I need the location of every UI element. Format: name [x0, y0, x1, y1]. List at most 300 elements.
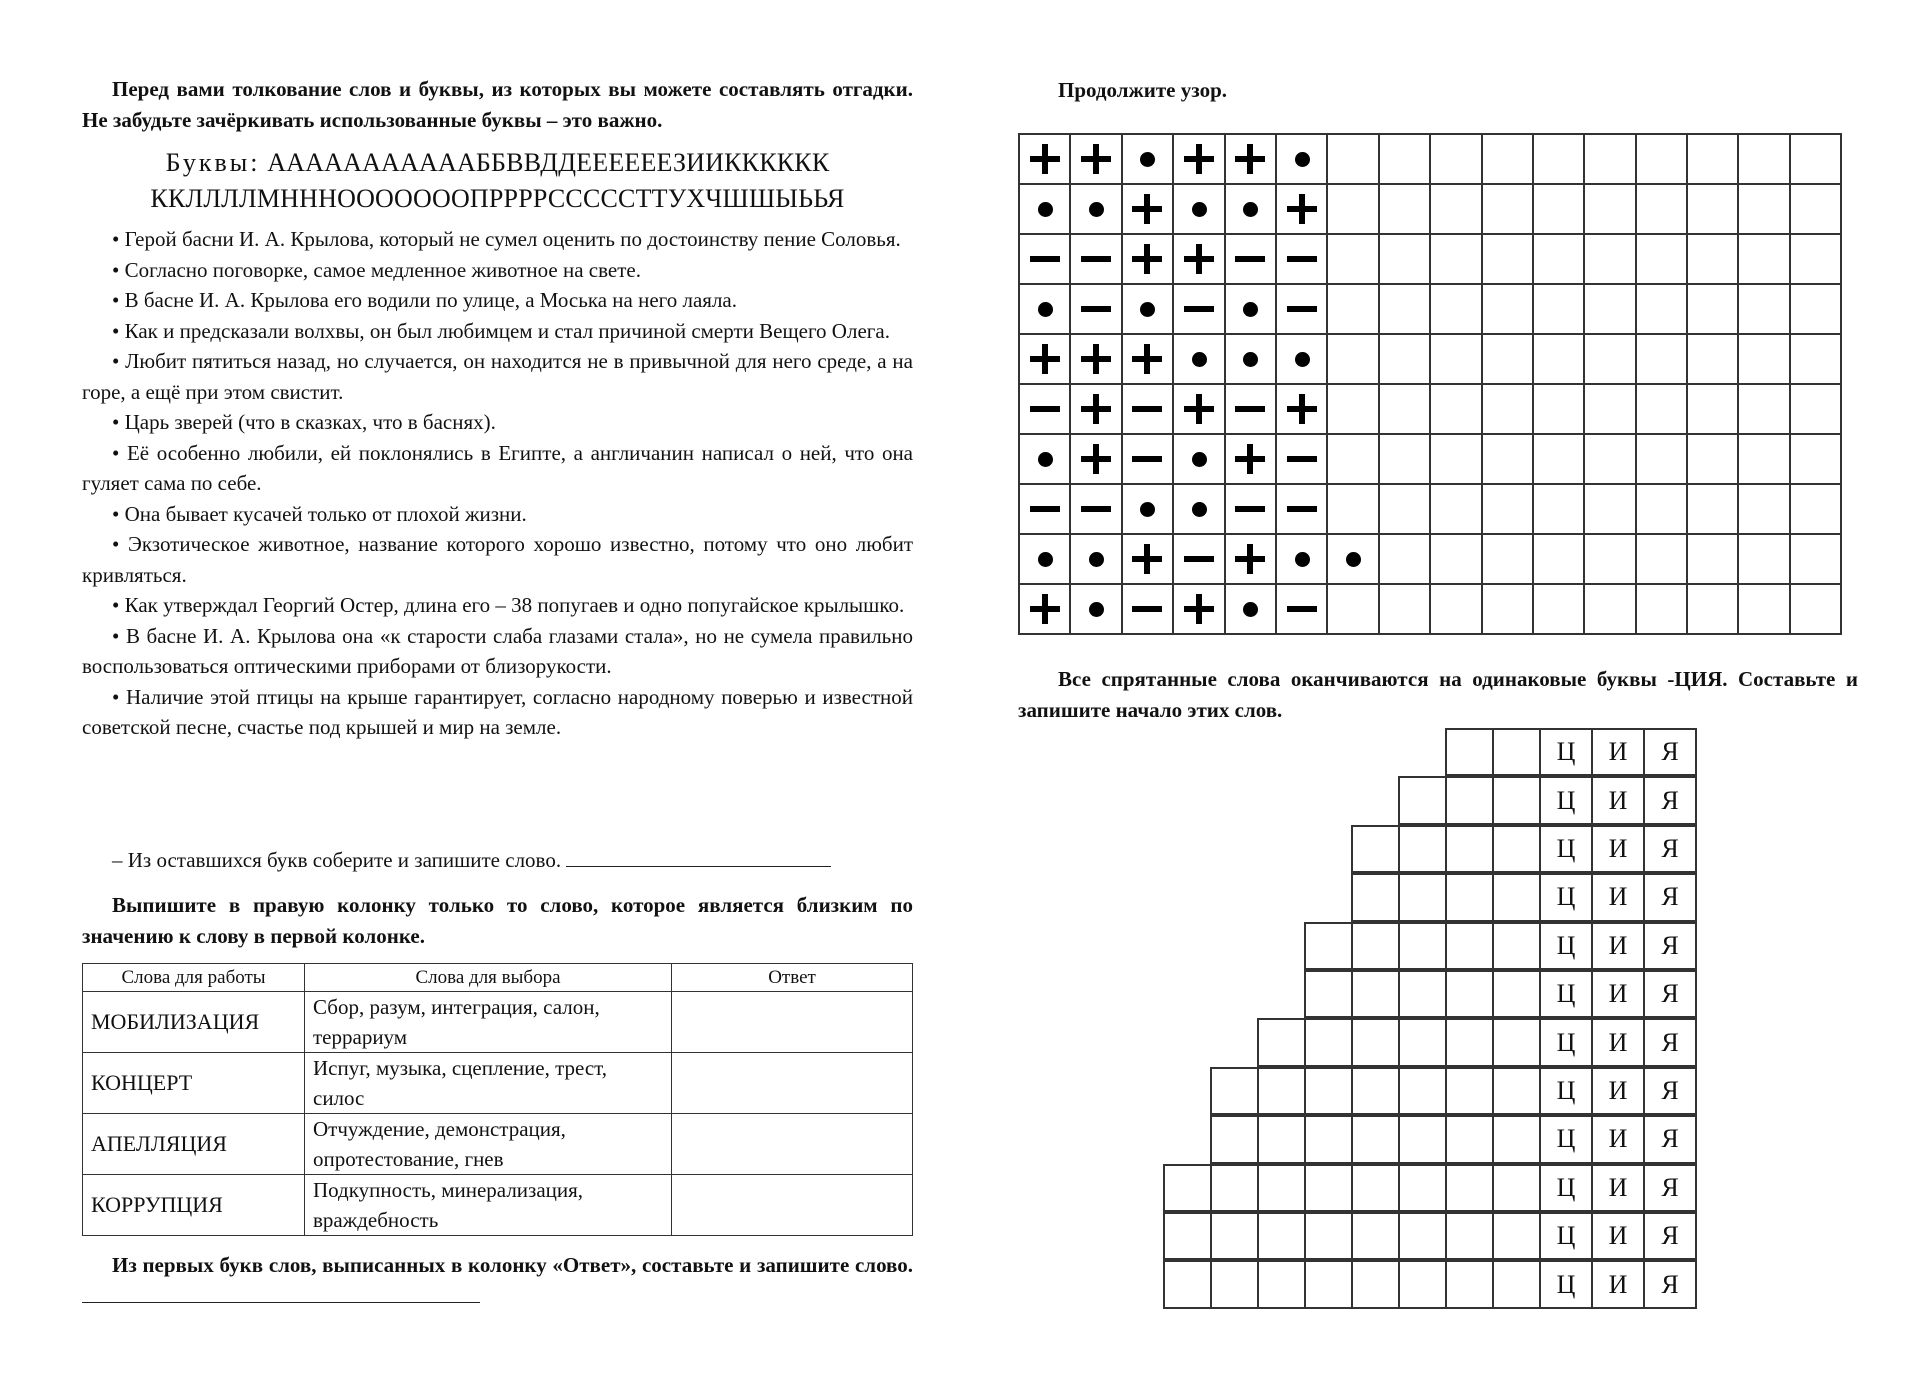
- letter-input-cell[interactable]: [1445, 1018, 1494, 1066]
- dot-icon: [1184, 344, 1214, 374]
- letter-input-cell[interactable]: [1351, 873, 1400, 921]
- suffix-letter-cell: Ц: [1539, 1067, 1593, 1115]
- pattern-cell-filled: [1070, 284, 1121, 334]
- pattern-cell-empty[interactable]: [1533, 484, 1584, 534]
- answer-blank-remaining-word[interactable]: [566, 865, 831, 867]
- pattern-cell-filled: [1276, 434, 1327, 484]
- letter-input-cell[interactable]: [1210, 1212, 1259, 1260]
- letter-input-cell[interactable]: [1445, 873, 1494, 921]
- minus-icon: [1235, 244, 1265, 274]
- pattern-cell-empty[interactable]: [1687, 534, 1738, 584]
- pattern-cell-empty[interactable]: [1738, 284, 1789, 334]
- plus-icon: [1235, 144, 1265, 174]
- pattern-cell-empty[interactable]: [1687, 484, 1738, 534]
- staircase-row: [1165, 1212, 1697, 1260]
- suffix-letter-cell: Ц: [1539, 1115, 1593, 1163]
- pattern-cell-empty[interactable]: [1687, 584, 1738, 634]
- plus-icon: [1132, 544, 1162, 574]
- letter-input-cell[interactable]: [1445, 922, 1494, 970]
- letter-input-cell[interactable]: [1210, 1115, 1259, 1163]
- pattern-cell-empty[interactable]: [1584, 284, 1635, 334]
- clue-item: • Царь зверей (что в сказках, что в баснях).: [112, 410, 496, 434]
- suffix-letter-cell: И: [1591, 873, 1645, 921]
- suffix-letter-cell: Ц: [1539, 1260, 1593, 1308]
- letter-input-cell[interactable]: [1257, 1212, 1306, 1260]
- table-row: [83, 1053, 913, 1114]
- pattern-cell-empty[interactable]: [1687, 334, 1738, 384]
- clue-item: • Герой басни И. А. Крылова, который не сумел оценить по достоинству пение Соловья.: [112, 227, 901, 251]
- letter-input-cell[interactable]: [1351, 1067, 1400, 1115]
- letter-input-cell[interactable]: [1398, 1115, 1447, 1163]
- suffix-letter-cell: Ц: [1539, 873, 1593, 921]
- pattern-cell-filled: [1173, 384, 1224, 434]
- suffix-letter-cell: Ц: [1539, 922, 1593, 970]
- suffix-letter-cell: Я: [1643, 970, 1697, 1018]
- pattern-cell-empty[interactable]: [1738, 434, 1789, 484]
- letter-input-cell[interactable]: [1398, 1018, 1447, 1066]
- staircase-row: [1306, 922, 1697, 970]
- suffix-letter-cell: Ц: [1539, 776, 1593, 824]
- letter-input-cell[interactable]: [1398, 1164, 1447, 1212]
- pattern-cell-empty[interactable]: [1636, 384, 1687, 434]
- pattern-cell-empty[interactable]: [1482, 284, 1533, 334]
- pattern-cell-filled: [1225, 184, 1276, 234]
- pattern-cell-empty[interactable]: [1738, 134, 1789, 184]
- suffix-letter-cell: Ц: [1539, 1212, 1593, 1260]
- pattern-cell-filled: [1276, 184, 1327, 234]
- letter-input-cell[interactable]: [1351, 922, 1400, 970]
- pattern-cell-empty[interactable]: [1738, 584, 1789, 634]
- pattern-cell-filled: [1225, 134, 1276, 184]
- table-header-row: [83, 964, 913, 992]
- pattern-cell-filled: [1173, 134, 1224, 184]
- letters-line-2: ККЛЛЛЛМНННОООООООПРРРРСССССТТУХЧШШЫЬЬЯ: [150, 184, 845, 213]
- pattern-cell-empty[interactable]: [1327, 234, 1378, 284]
- letter-input-cell[interactable]: [1304, 1212, 1353, 1260]
- pattern-title: Продолжите узор.: [1058, 78, 1227, 102]
- letter-input-cell[interactable]: [1445, 1164, 1494, 1212]
- staircase-row: [1165, 1260, 1697, 1308]
- pattern-cell-empty[interactable]: [1636, 334, 1687, 384]
- answer-blank-final-word[interactable]: [82, 1301, 480, 1303]
- pattern-cell-filled: [1122, 584, 1173, 634]
- pattern-cell-filled: [1276, 584, 1327, 634]
- answer-cell[interactable]: [672, 1175, 913, 1236]
- pattern-row: [1019, 184, 1841, 234]
- pattern-cell-empty[interactable]: [1636, 284, 1687, 334]
- plus-icon: [1287, 394, 1317, 424]
- table-row: [83, 1175, 913, 1236]
- pattern-cell-empty[interactable]: [1379, 234, 1430, 284]
- pattern-cell-empty[interactable]: [1533, 534, 1584, 584]
- dot-icon: [1132, 294, 1162, 324]
- pattern-cell-empty[interactable]: [1790, 384, 1841, 434]
- plus-icon: [1081, 344, 1111, 374]
- letter-input-cell[interactable]: [1492, 728, 1541, 776]
- letter-input-cell[interactable]: [1492, 825, 1541, 873]
- suffix-letter-cell: Ц: [1539, 1164, 1593, 1212]
- pattern-cell-empty[interactable]: [1327, 384, 1378, 434]
- plus-icon: [1184, 594, 1214, 624]
- letter-input-cell[interactable]: [1304, 1115, 1353, 1163]
- letter-input-cell[interactable]: [1163, 1260, 1212, 1308]
- pattern-cell-filled: [1019, 434, 1070, 484]
- letter-input-cell[interactable]: [1398, 825, 1447, 873]
- letter-input-cell[interactable]: [1163, 1212, 1212, 1260]
- letter-input-cell[interactable]: [1351, 1260, 1400, 1308]
- final-task: [82, 1250, 913, 1311]
- minus-icon: [1132, 444, 1162, 474]
- letter-input-cell[interactable]: [1398, 873, 1447, 921]
- pattern-cell-empty[interactable]: [1327, 284, 1378, 334]
- suffix-letter-cell: И: [1591, 1115, 1645, 1163]
- letter-input-cell[interactable]: [1257, 1260, 1306, 1308]
- minus-icon: [1287, 494, 1317, 524]
- pattern-cell-empty[interactable]: [1790, 534, 1841, 584]
- letter-input-cell[interactable]: [1210, 1067, 1259, 1115]
- intro-instructions: Перед вами толкование слов и буквы, из которых вы можете составлять отгадки. Не забудьте зачёркивать использованные буквы – это важно.: [82, 77, 913, 132]
- pattern-cell-empty[interactable]: [1327, 134, 1378, 184]
- staircase-row: [1400, 776, 1697, 824]
- pattern-grid: [1018, 133, 1842, 635]
- pattern-cell-empty[interactable]: [1482, 484, 1533, 534]
- pattern-cell-empty[interactable]: [1636, 584, 1687, 634]
- pattern-cell-empty[interactable]: [1584, 534, 1635, 584]
- pattern-cell-empty[interactable]: [1584, 384, 1635, 434]
- pattern-cell-filled: [1276, 334, 1327, 384]
- answer-cell[interactable]: [672, 1053, 913, 1114]
- letter-input-cell[interactable]: [1163, 1164, 1212, 1212]
- pattern-cell-empty[interactable]: [1790, 434, 1841, 484]
- pattern-cell-empty[interactable]: [1687, 434, 1738, 484]
- plus-icon: [1184, 144, 1214, 174]
- clue-item: • Её особенно любили, ей поклонялись в Египте, а англичанин написал о ней, что она гуляет сама по себе.: [82, 440, 913, 495]
- pattern-cell-empty[interactable]: [1430, 234, 1481, 284]
- plus-icon: [1030, 344, 1060, 374]
- letter-input-cell[interactable]: [1351, 825, 1400, 873]
- suffix-letter-cell: И: [1591, 1067, 1645, 1115]
- letter-input-cell[interactable]: [1492, 1018, 1541, 1066]
- pattern-cell-filled: [1276, 134, 1327, 184]
- work-word: АПЕЛЛЯЦИЯ: [83, 1114, 305, 1175]
- pattern-cell-filled: [1019, 384, 1070, 434]
- suffix-letter-cell: Ц: [1539, 1018, 1593, 1066]
- pattern-cell-empty[interactable]: [1790, 484, 1841, 534]
- letter-input-cell[interactable]: [1351, 1164, 1400, 1212]
- pattern-cell-empty[interactable]: [1482, 234, 1533, 284]
- letter-input-cell[interactable]: [1492, 1067, 1541, 1115]
- pattern-cell-empty[interactable]: [1482, 184, 1533, 234]
- letter-input-cell[interactable]: [1445, 1212, 1494, 1260]
- header-answer: Ответ: [672, 964, 913, 992]
- letter-input-cell[interactable]: [1351, 1018, 1400, 1066]
- pattern-cell-empty[interactable]: [1379, 284, 1430, 334]
- letter-input-cell[interactable]: [1257, 1067, 1306, 1115]
- pattern-cell-filled: [1225, 534, 1276, 584]
- pattern-cell-empty[interactable]: [1687, 284, 1738, 334]
- letter-input-cell[interactable]: [1492, 1212, 1541, 1260]
- letter-input-cell[interactable]: [1445, 1115, 1494, 1163]
- pattern-cell-empty[interactable]: [1430, 284, 1481, 334]
- dot-icon: [1184, 444, 1214, 474]
- letter-input-cell[interactable]: [1257, 1018, 1306, 1066]
- letter-input-cell[interactable]: [1492, 922, 1541, 970]
- pattern-cell-empty[interactable]: [1738, 184, 1789, 234]
- pattern-cell-empty[interactable]: [1533, 134, 1584, 184]
- suffix-letter-cell: Я: [1643, 825, 1697, 873]
- pattern-cell-filled: [1122, 384, 1173, 434]
- pattern-cell-empty[interactable]: [1482, 384, 1533, 434]
- suffix-letter-cell: И: [1591, 728, 1645, 776]
- pattern-cell-empty[interactable]: [1738, 384, 1789, 434]
- pattern-cell-empty[interactable]: [1584, 434, 1635, 484]
- pattern-cell-empty[interactable]: [1482, 584, 1533, 634]
- pattern-cell-filled: [1070, 334, 1121, 384]
- pattern-cell-empty[interactable]: [1379, 584, 1430, 634]
- pattern-cell-empty[interactable]: [1584, 234, 1635, 284]
- pattern-cell-filled: [1173, 484, 1224, 534]
- clue-item: • Согласно поговорке, самое медленное животное на свете.: [112, 257, 641, 282]
- pattern-cell-empty[interactable]: [1687, 184, 1738, 234]
- pattern-cell-empty[interactable]: [1687, 234, 1738, 284]
- work-word: МОБИЛИЗАЦИЯ: [83, 992, 305, 1053]
- pattern-cell-empty[interactable]: [1533, 184, 1584, 234]
- choice-words: Испуг, музыка, сцепление, трест, силос: [305, 1053, 672, 1114]
- suffix-letter-cell: Ц: [1539, 970, 1593, 1018]
- pattern-cell-empty[interactable]: [1790, 234, 1841, 284]
- pattern-row: [1019, 234, 1841, 284]
- pattern-cell-filled: [1122, 234, 1173, 284]
- letter-input-cell[interactable]: [1351, 970, 1400, 1018]
- pattern-cell-empty[interactable]: [1636, 234, 1687, 284]
- pattern-cell-filled: [1276, 534, 1327, 584]
- letter-input-cell[interactable]: [1492, 970, 1541, 1018]
- letter-input-cell[interactable]: [1304, 1164, 1353, 1212]
- pattern-cell-filled: [1019, 234, 1070, 284]
- plus-icon: [1235, 444, 1265, 474]
- pattern-cell-empty[interactable]: [1687, 384, 1738, 434]
- letter-input-cell[interactable]: [1304, 1260, 1353, 1308]
- pattern-cell-empty[interactable]: [1482, 134, 1533, 184]
- letter-input-cell[interactable]: [1398, 776, 1447, 824]
- suffix-letter-cell: И: [1591, 1260, 1645, 1308]
- pattern-cell-empty[interactable]: [1533, 434, 1584, 484]
- letter-input-cell[interactable]: [1257, 1164, 1306, 1212]
- minus-icon: [1287, 594, 1317, 624]
- pattern-cell-empty[interactable]: [1430, 334, 1481, 384]
- pattern-cell-empty[interactable]: [1379, 534, 1430, 584]
- pattern-cell-empty[interactable]: [1584, 184, 1635, 234]
- suffix-letter-cell: И: [1591, 825, 1645, 873]
- pattern-cell-empty[interactable]: [1636, 134, 1687, 184]
- pattern-cell-empty[interactable]: [1379, 334, 1430, 384]
- letter-input-cell[interactable]: [1445, 776, 1494, 824]
- pattern-cell-empty[interactable]: [1738, 334, 1789, 384]
- letter-input-cell[interactable]: [1445, 970, 1494, 1018]
- answer-cell[interactable]: [672, 992, 913, 1053]
- staircase-row: [1353, 825, 1697, 873]
- suffix-letter-cell: Я: [1643, 728, 1697, 776]
- suffix-letter-cell: И: [1591, 776, 1645, 824]
- table-task-instructions: Выпишите в правую колонку только то слово, которое является близким по значению к слову в первой колонке.: [82, 893, 913, 948]
- letter-input-cell[interactable]: [1398, 1260, 1447, 1308]
- pattern-cell-empty[interactable]: [1379, 484, 1430, 534]
- pattern-cell-empty[interactable]: [1327, 334, 1378, 384]
- staircase-row: [1353, 873, 1697, 921]
- letter-input-cell[interactable]: [1445, 825, 1494, 873]
- dot-icon: [1287, 544, 1317, 574]
- suffix-letter-cell: Я: [1643, 922, 1697, 970]
- pattern-cell-empty[interactable]: [1379, 384, 1430, 434]
- pattern-cell-filled: [1276, 234, 1327, 284]
- table-row: [83, 992, 913, 1053]
- pattern-cell-filled: [1122, 184, 1173, 234]
- answer-cell[interactable]: [672, 1114, 913, 1175]
- dot-icon: [1081, 544, 1111, 574]
- pattern-cell-empty[interactable]: [1584, 584, 1635, 634]
- pattern-cell-empty[interactable]: [1430, 584, 1481, 634]
- letter-input-cell[interactable]: [1398, 922, 1447, 970]
- pattern-cell-empty[interactable]: [1790, 284, 1841, 334]
- letter-input-cell[interactable]: [1257, 1115, 1306, 1163]
- pattern-cell-empty[interactable]: [1584, 134, 1635, 184]
- pattern-cell-empty[interactable]: [1636, 184, 1687, 234]
- pattern-cell-empty[interactable]: [1430, 534, 1481, 584]
- letter-input-cell[interactable]: [1304, 1018, 1353, 1066]
- pattern-cell-empty[interactable]: [1430, 184, 1481, 234]
- pattern-cell-filled: [1225, 334, 1276, 384]
- remaining-prompt-text: – Из оставшихся букв соберите и запишите слово.: [112, 848, 562, 872]
- pattern-cell-filled: [1070, 384, 1121, 434]
- dot-icon: [1184, 194, 1214, 224]
- pattern-cell-empty[interactable]: [1533, 334, 1584, 384]
- letter-input-cell[interactable]: [1304, 1067, 1353, 1115]
- pattern-cell-empty[interactable]: [1738, 534, 1789, 584]
- dot-icon: [1132, 494, 1162, 524]
- minus-icon: [1081, 294, 1111, 324]
- dot-icon: [1132, 144, 1162, 174]
- pattern-cell-filled: [1122, 334, 1173, 384]
- letter-input-cell[interactable]: [1445, 728, 1494, 776]
- letter-input-cell[interactable]: [1398, 1067, 1447, 1115]
- staircase-row: [1306, 970, 1697, 1018]
- minus-icon: [1235, 394, 1265, 424]
- minus-icon: [1081, 244, 1111, 274]
- letter-input-cell[interactable]: [1210, 1164, 1259, 1212]
- pattern-cell-empty[interactable]: [1379, 184, 1430, 234]
- pattern-cell-empty[interactable]: [1430, 434, 1481, 484]
- pattern-cell-empty[interactable]: [1790, 184, 1841, 234]
- pattern-cell-empty[interactable]: [1327, 584, 1378, 634]
- letter-input-cell[interactable]: [1351, 1115, 1400, 1163]
- letter-input-cell[interactable]: [1351, 1212, 1400, 1260]
- pattern-cell-empty[interactable]: [1790, 334, 1841, 384]
- pattern-cell-empty[interactable]: [1533, 384, 1584, 434]
- pattern-cell-empty[interactable]: [1482, 334, 1533, 384]
- work-word: КОНЦЕРТ: [83, 1053, 305, 1114]
- letter-input-cell[interactable]: [1445, 1067, 1494, 1115]
- pattern-cell-empty[interactable]: [1379, 434, 1430, 484]
- plus-icon: [1030, 144, 1060, 174]
- minus-icon: [1132, 394, 1162, 424]
- pattern-row: [1019, 534, 1841, 584]
- minus-icon: [1030, 244, 1060, 274]
- plus-icon: [1184, 244, 1214, 274]
- dot-icon: [1184, 494, 1214, 524]
- pattern-cell-empty[interactable]: [1327, 434, 1378, 484]
- choice-words: Отчуждение, демонстрация, опротестование, гнев: [305, 1114, 672, 1175]
- pattern-cell-filled: [1225, 284, 1276, 334]
- dot-icon: [1030, 194, 1060, 224]
- suffix-letter-cell: Ц: [1539, 728, 1593, 776]
- pattern-cell-empty[interactable]: [1636, 434, 1687, 484]
- letter-input-cell[interactable]: [1492, 1260, 1541, 1308]
- pattern-cell-empty[interactable]: [1327, 184, 1378, 234]
- suffix-letter-cell: Я: [1643, 873, 1697, 921]
- minus-icon: [1132, 594, 1162, 624]
- pattern-cell-empty[interactable]: [1584, 334, 1635, 384]
- pattern-row: [1019, 334, 1841, 384]
- pattern-cell-empty[interactable]: [1430, 384, 1481, 434]
- letter-input-cell[interactable]: [1304, 922, 1353, 970]
- pattern-cell-filled: [1173, 234, 1224, 284]
- letter-input-cell[interactable]: [1492, 1115, 1541, 1163]
- pattern-cell-empty[interactable]: [1533, 234, 1584, 284]
- pattern-cell-empty[interactable]: [1584, 484, 1635, 534]
- pattern-cell-empty[interactable]: [1533, 284, 1584, 334]
- plus-icon: [1287, 194, 1317, 224]
- clue-item: • Наличие этой птицы на крыше гарантирует, согласно народному поверью и известной советской песне, счастье под крышей и мир на земле.: [82, 684, 913, 739]
- pattern-cell-empty[interactable]: [1687, 134, 1738, 184]
- letter-input-cell[interactable]: [1398, 1212, 1447, 1260]
- pattern-cell-empty[interactable]: [1533, 584, 1584, 634]
- letter-input-cell[interactable]: [1492, 776, 1541, 824]
- letter-input-cell[interactable]: [1304, 970, 1353, 1018]
- pattern-cell-filled: [1070, 184, 1121, 234]
- pattern-cell-empty[interactable]: [1738, 484, 1789, 534]
- pattern-row: [1019, 384, 1841, 434]
- minus-icon: [1030, 394, 1060, 424]
- pattern-cell-filled: [1070, 534, 1121, 584]
- pattern-cell-empty[interactable]: [1790, 584, 1841, 634]
- dot-icon: [1235, 294, 1265, 324]
- pattern-cell-empty[interactable]: [1482, 434, 1533, 484]
- letter-input-cell[interactable]: [1398, 970, 1447, 1018]
- pattern-cell-filled: [1122, 534, 1173, 584]
- letter-input-cell[interactable]: [1210, 1260, 1259, 1308]
- letter-input-cell[interactable]: [1445, 1260, 1494, 1308]
- pattern-cell-filled: [1019, 334, 1070, 384]
- pattern-cell-empty[interactable]: [1636, 534, 1687, 584]
- pattern-cell-empty[interactable]: [1327, 484, 1378, 534]
- suffix-letter-cell: Я: [1643, 1018, 1697, 1066]
- minus-icon: [1287, 244, 1317, 274]
- letter-input-cell[interactable]: [1492, 1164, 1541, 1212]
- pattern-cell-empty[interactable]: [1790, 134, 1841, 184]
- pattern-cell-empty[interactable]: [1379, 134, 1430, 184]
- plus-icon: [1081, 394, 1111, 424]
- pattern-cell-empty[interactable]: [1430, 134, 1481, 184]
- clue-item: • В басне И. А. Крылова его водили по улице, а Моська на него лаяла.: [112, 288, 738, 312]
- dot-icon: [1030, 544, 1060, 574]
- pattern-cell-empty[interactable]: [1430, 484, 1481, 534]
- suffix-letter-cell: И: [1591, 922, 1645, 970]
- pattern-cell-empty[interactable]: [1738, 234, 1789, 284]
- staircase-row: [1259, 1018, 1697, 1066]
- pattern-cell-empty[interactable]: [1482, 534, 1533, 584]
- letter-input-cell[interactable]: [1492, 873, 1541, 921]
- pattern-cell-empty[interactable]: [1636, 484, 1687, 534]
